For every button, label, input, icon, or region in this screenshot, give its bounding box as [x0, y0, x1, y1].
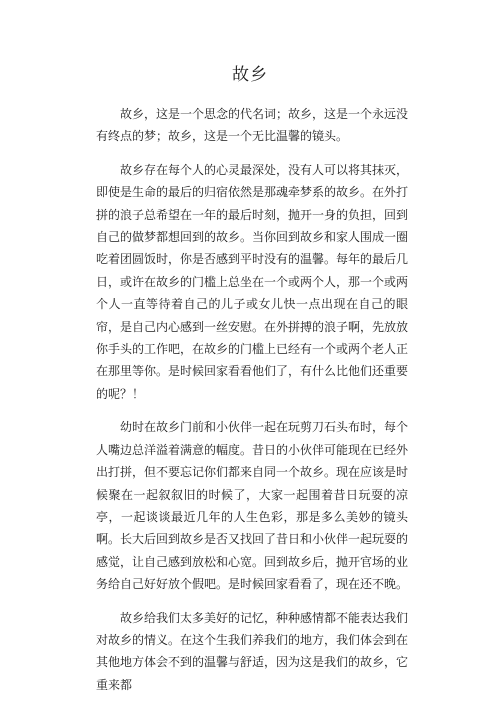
- document-body: [96, 103, 408, 707]
- document-title: 故乡: [232, 65, 268, 85]
- paragraph: 故乡给我们太多美好的记忆，种种感情都不能表达我们对故乡的情义。在这个生我们养我们的地方，我们体会到在其他地方体会不到的温馨与舒适，因为这是我们的故乡，它重来都: [96, 610, 409, 692]
- paragraph: 故乡，这是一个思念的代名词；故乡，这是一个永远没有终点的梦；故乡，这是一个无比温馨的镜头。: [96, 107, 409, 144]
- paragraph: 故乡存在每个人的心灵最深处，没有人可以将其抹灭，即使是生命的最后的归宿依然是那魂牵梦系的故乡。在外打拼的浪子总希望在一年的最后时刻，抛开一身的负担，回到自己的做梦都想回到的故乡。当你回到故乡和家人围成一圈吃着团圆饭时，你是否感到平时没有的温馨。每年的最后几日，或许在故乡的门槛上总坐在一个或两个人，那一个或两个人一直等待着自己的儿子或女儿快一点出现在自己的眼帘，是自己内心感到一丝安慰。在外拼搏的浪子啊，先放放你手头的工作吧，在故乡的门槛上已经有一个或两个老人正在那里等你。是时候回家看看他们了，有什么比他们还重要的呢？！: [96, 162, 409, 401]
- paragraph: 幼时在故乡门前和小伙伴一起在玩剪刀石头布时，每个人嘴边总洋溢着满意的幅度。昔日的小伙伴可能现在已经外出打拼，但不要忘记你们都来自同一个故乡。现在应该是时候聚在一起叙叙旧的时候了，大家一起围着昔日玩耍的凉亭，一起谈谈最近几年的人生色彩，那是多么美妙的镜头啊。长大后回到故乡是否又找回了昔日和小伙伴一起玩耍的感觉，让自己感到放松和心宽。回到故乡后，抛开官场的业务给自己好好放个假吧。是时候回家看看了，现在还不晚。: [96, 420, 409, 592]
